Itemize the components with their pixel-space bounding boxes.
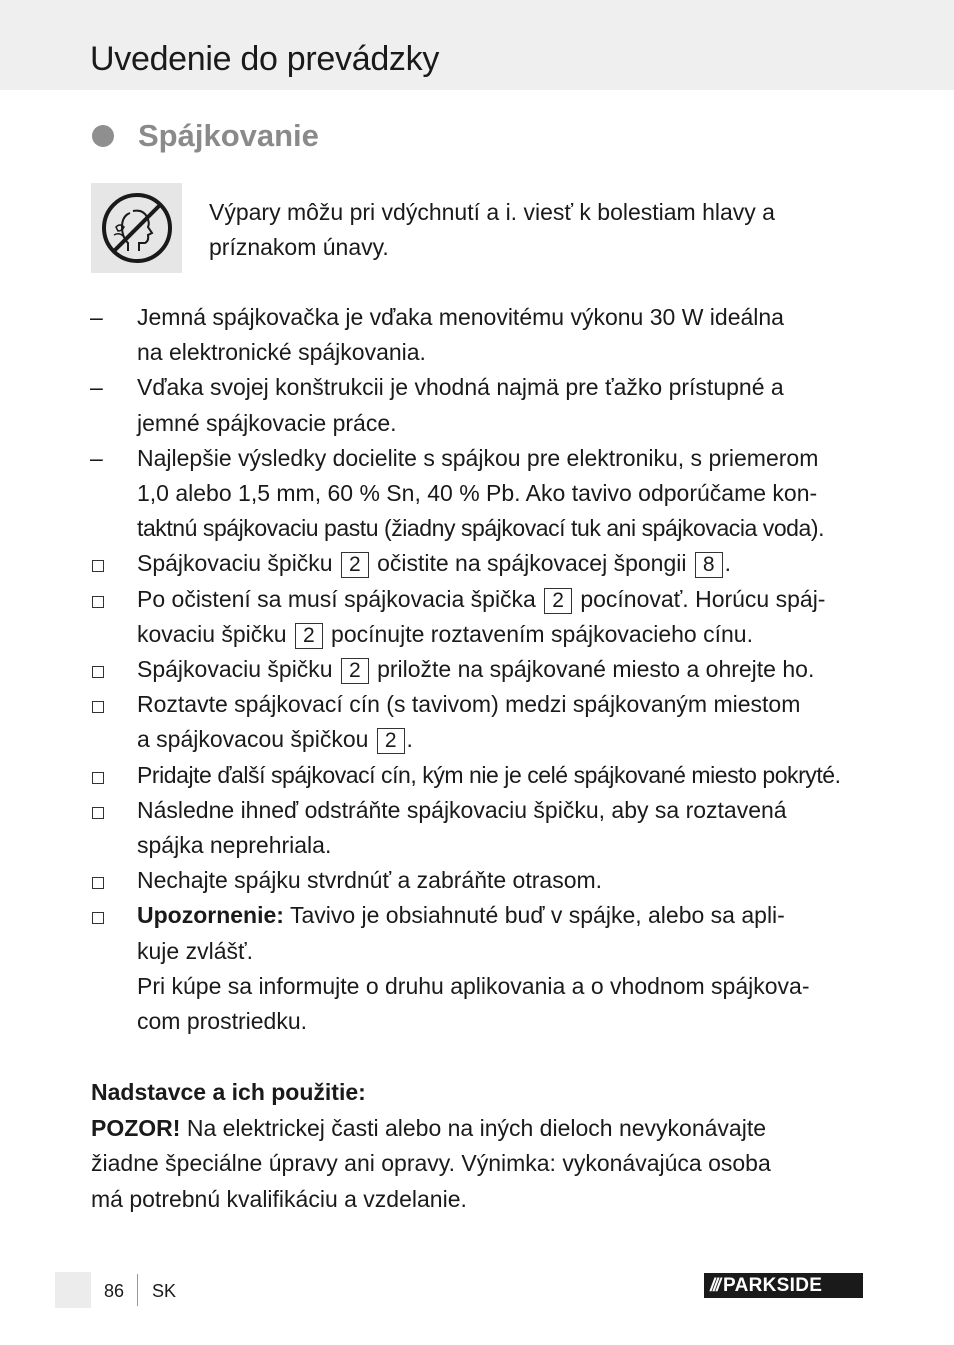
brand-logo [704, 1273, 863, 1298]
step-line: Roztavte spájkovací cín (s tavivom) medzi spájkovaným miestom [137, 691, 801, 718]
checkbox-icon [92, 912, 104, 924]
checkbox-icon [92, 772, 104, 784]
step-item [90, 582, 865, 652]
step-text: . [724, 550, 731, 577]
checkbox-icon [92, 666, 104, 678]
step-text: a spájkovacou špičkou [137, 726, 369, 753]
step-line: Nechajte spájku stvrdnúť a zabráňte otrasom. [137, 867, 603, 894]
list-item [90, 300, 865, 370]
step-line: com prostriedku. [137, 1008, 308, 1035]
list-item-line: taktnú spájkovaciu pastu (žiadny spájkovací tuk ani spájkovacia voda). [137, 515, 825, 542]
step-line: Pridajte ďalší spájkovací cín, kým nie je celé spájkované miesto pokryté. [137, 761, 841, 788]
step-text: Spájkovaciu špičku [137, 550, 333, 577]
list-item-line: na elektronické spájkovania. [137, 339, 426, 366]
step-text: kovaciu špičku [137, 620, 287, 647]
part-reference: 2 [341, 552, 369, 578]
step-text: . [406, 726, 413, 753]
part-reference: 2 [341, 658, 369, 684]
step-text: pocínovať. Horúcu spáj- [580, 585, 826, 612]
step-line [137, 722, 865, 757]
attachments-text: Na elektrickej časti alebo na iných dieloch nevykonávajte [186, 1114, 766, 1141]
step-line: Pri kúpe sa informujte o druhu aplikovania a o vhodnom spájkova- [137, 972, 810, 999]
brand-name: PARKSIDE [723, 1274, 823, 1296]
instructions [90, 300, 865, 1039]
step-item [90, 687, 865, 757]
step-line [137, 546, 865, 581]
step-item [90, 546, 865, 581]
list-item-line: jemné spájkovacie práce. [137, 409, 397, 436]
attachments-section [91, 1075, 866, 1217]
step-line: Následne ihneď odstráňte spájkovaciu špičku, aby sa roztavená [137, 796, 787, 823]
section-bullet-icon [92, 125, 114, 147]
language-code: SK [152, 1281, 177, 1301]
checkbox-icon [92, 877, 104, 889]
warning-text [209, 195, 869, 265]
part-reference: 2 [377, 728, 405, 754]
section-heading [92, 118, 319, 154]
warning-line: Výpary môžu pri vdýchnutí a i. viesť k bolestiam hlavy a [209, 199, 775, 225]
step-line: spájka neprehriala. [137, 832, 332, 859]
list-item [90, 441, 865, 547]
dash-marker: – [90, 444, 103, 471]
caution-label: POZOR! [91, 1114, 181, 1141]
warning-line: príznakom únavy. [209, 234, 389, 260]
list-item [90, 370, 865, 440]
subsection-heading: Nadstavce a ich použitie: [91, 1079, 366, 1105]
checkbox-icon [92, 701, 104, 713]
step-text: pocínujte roztavením spájkovacieho cínu. [331, 620, 753, 647]
list-item-line: Najlepšie výsledky docielite s spájkou pre elektroniku, s priemerom [137, 444, 819, 471]
section-title: Spájkovanie [138, 118, 319, 153]
part-reference: 8 [695, 552, 723, 578]
part-reference: 2 [544, 588, 572, 614]
step-text: Spájkovaciu špičku [137, 656, 333, 683]
step-item [90, 652, 865, 687]
step-line [137, 652, 865, 687]
note-label: Upozornenie: [137, 902, 284, 929]
step-item [90, 898, 865, 1039]
part-reference: 2 [295, 623, 323, 649]
no-inhalation-fumes-icon [91, 183, 182, 273]
list-item-line: 1,0 alebo 1,5 mm, 60 % Sn, 40 % Pb. Ako tavivo odporúčame kon- [137, 480, 818, 507]
attachments-line: má potrebnú kvalifikáciu a vzdelanie. [91, 1185, 467, 1212]
checkbox-icon [92, 596, 104, 608]
step-line [137, 582, 865, 617]
step-line: kuje zvlášť. [137, 937, 253, 964]
step-item [90, 793, 865, 863]
step-text: Po očistení sa musí spájkovacia špička [137, 585, 536, 612]
step-line [137, 898, 865, 933]
checkbox-icon [92, 807, 104, 819]
brand-mark: /// [710, 1275, 720, 1295]
checkbox-icon [92, 560, 104, 572]
step-text: priložte na spájkované miesto a ohrejte ho. [377, 656, 815, 683]
page-number: 86 [104, 1281, 125, 1301]
step-line [137, 617, 865, 652]
step-item [90, 863, 865, 898]
attachments-line [91, 1111, 866, 1147]
step-text: očistite na spájkovacej špongii [377, 550, 687, 577]
list-item-line: Jemná spájkovačka je vďaka menovitému výkonu 30 W ideálna [137, 304, 784, 330]
list-item-line: Vďaka svojej konštrukcii je vhodná najmä pre ťažko prístupné a [137, 374, 784, 401]
footer-box [55, 1272, 91, 1308]
dash-marker: – [90, 374, 103, 401]
page-title: Uvedenie do prevádzky [90, 40, 440, 78]
attachments-line: žiadne špeciálne úpravy ani opravy. Výnimka: vykonávajúca osoba [91, 1150, 771, 1176]
step-item [90, 758, 865, 793]
dash-marker: – [90, 304, 103, 330]
step-text: Tavivo je obsiahnuté buď v spájke, alebo sa apli- [289, 902, 785, 929]
footer-divider [137, 1274, 138, 1306]
